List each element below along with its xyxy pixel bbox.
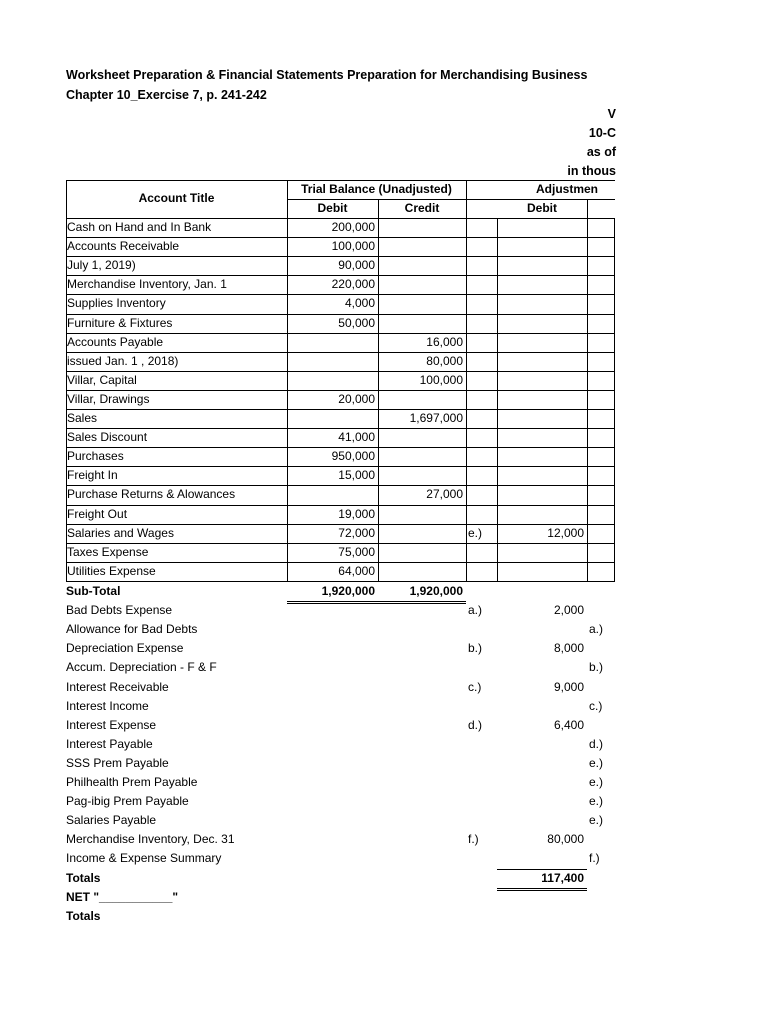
adj-credit-ref <box>589 678 613 697</box>
tb-credit-value <box>378 505 463 524</box>
account-name: Taxes Expense <box>67 544 149 559</box>
adj-ref <box>468 505 497 524</box>
tb-debit-value: 4,000 <box>344 296 375 311</box>
account-name: Interest Income <box>66 698 149 713</box>
adj-debit-value <box>497 543 584 562</box>
adj-ref <box>468 390 497 409</box>
adj-debit-value <box>497 754 584 773</box>
tb-credit-value <box>378 562 463 581</box>
account-name: Accounts Payable <box>67 334 164 349</box>
adj-ref <box>468 735 497 754</box>
tb-credit-value <box>378 294 463 313</box>
date-label-fragment: as of <box>586 145 616 159</box>
adj-ref <box>468 849 497 868</box>
tb-credit-value: 27,000 <box>426 487 463 502</box>
tb-credit-value <box>378 275 463 294</box>
adj-ref: b.) <box>468 641 483 656</box>
account-name: SSS Prem Payable <box>66 755 169 770</box>
adj-ref <box>468 371 497 390</box>
adjustments-header: Adjustmen <box>536 182 599 196</box>
adj-debit-value <box>497 294 584 313</box>
adj-credit-ref <box>589 409 613 428</box>
account-name: Merchandise Inventory, Jan. 1 <box>67 277 227 292</box>
tb-debit-value <box>287 485 375 504</box>
adj-debit-value: 2,000 <box>553 603 584 618</box>
adj-debit-value <box>497 485 584 504</box>
account-name: Allowance for Bad Debts <box>66 622 198 637</box>
grid-col-line <box>614 218 615 581</box>
account-name: Cash on Hand and In Bank <box>67 220 212 234</box>
tb-debit-value: 41,000 <box>338 430 375 445</box>
adj-credit-ref <box>589 256 613 275</box>
adj-credit-ref: f.) <box>589 851 600 866</box>
adj-ref <box>468 275 497 294</box>
adj-ref <box>468 485 497 504</box>
tb-debit-value: 100,000 <box>331 239 375 254</box>
subtotal-debit: 1,920,000 <box>321 583 375 598</box>
adj-ref <box>468 237 497 256</box>
adj-ref <box>468 562 497 581</box>
adj-debit-value <box>497 275 584 294</box>
account-name: Merchandise Inventory, Dec. 31 <box>66 832 235 847</box>
adj-credit-ref <box>589 505 613 524</box>
adj-credit-ref <box>589 275 613 294</box>
tb-credit-value <box>378 237 463 256</box>
tb-credit-value: 80,000 <box>426 353 463 368</box>
account-name: Freight In <box>67 468 118 483</box>
adj-debit-value <box>497 466 584 485</box>
subtotal-underline <box>287 601 466 602</box>
account-name: Freight Out <box>67 506 128 521</box>
tb-debit-value: 19,000 <box>338 506 375 521</box>
account-name: Bad Debts Expense <box>66 603 173 618</box>
adj-debit-value <box>497 447 584 466</box>
adj-debit-value <box>497 371 584 390</box>
adj-credit-ref <box>589 314 613 333</box>
adj-ref <box>468 754 497 773</box>
totals-adj-debit: 117,400 <box>541 870 584 885</box>
tb-credit-value <box>378 314 463 333</box>
account-name: Sales <box>67 411 98 425</box>
adj-credit-ref <box>589 390 613 409</box>
adj-ref <box>468 792 497 811</box>
adj-debit-value <box>497 428 584 447</box>
adj-credit-ref <box>589 562 613 581</box>
adj-ref: f.) <box>468 832 479 847</box>
adj-ref: a.) <box>468 603 483 618</box>
worksheet-label-fragment: 10-C <box>588 126 616 140</box>
document-subtitle: Chapter 10_Exercise 7, p. 241-242 <box>66 88 267 102</box>
adj-ref: e.) <box>468 525 483 540</box>
tb-credit-value <box>378 428 463 447</box>
adj-credit-ref <box>589 294 613 313</box>
tb-debit-value <box>287 371 375 390</box>
tb-debit-value: 50,000 <box>338 315 375 330</box>
adj-credit-ref <box>589 428 613 447</box>
adj-ref <box>468 620 497 639</box>
unit-label-fragment: in thous <box>567 164 616 178</box>
adj-ref <box>468 218 497 237</box>
tb-credit-value <box>378 543 463 562</box>
adj-credit-ref: e.) <box>589 775 604 789</box>
tb-debit-value: 200,000 <box>331 220 375 234</box>
adj-debit-value <box>497 697 584 716</box>
tb-credit-value <box>378 524 463 543</box>
adj-credit-ref <box>589 543 613 562</box>
tb-credit-value: 100,000 <box>419 372 463 387</box>
adj-credit-ref <box>589 371 613 390</box>
account-name: Philhealth Prem Payable <box>66 775 198 789</box>
adj-debit-value <box>497 562 584 581</box>
adj-credit-ref <box>589 639 613 658</box>
tb-credit-header: Credit <box>404 201 440 215</box>
adj-credit-ref <box>589 447 613 466</box>
subtotal-label: Sub-Total <box>66 583 121 598</box>
adj-debit-header: Debit <box>527 201 557 215</box>
adj-debit-value <box>497 811 584 830</box>
trial-balance-header: Trial Balance (Unadjusted) <box>301 182 452 196</box>
adj-ref <box>468 811 497 830</box>
adj-credit-ref <box>589 524 613 543</box>
tb-credit-value <box>378 256 463 275</box>
account-name: Income & Expense Summary <box>66 851 222 866</box>
tb-debit-header: Debit <box>317 201 348 215</box>
adj-credit-ref: b.) <box>589 660 604 675</box>
tb-debit-value: 75,000 <box>338 544 375 559</box>
adj-credit-ref <box>589 601 613 620</box>
adj-ref <box>468 256 497 275</box>
tb-debit-value <box>287 409 375 428</box>
net-label: NET "___________" <box>66 889 179 904</box>
tb-debit-value: 72,000 <box>338 525 375 540</box>
tb-debit-value <box>287 333 375 352</box>
adj-debit-value <box>497 218 584 237</box>
adj-credit-ref <box>589 237 613 256</box>
account-name: Accum. Depreciation - F & F <box>66 660 217 675</box>
tb-credit-value <box>378 390 463 409</box>
tb-debit-value: 220,000 <box>331 277 375 292</box>
account-name: Pag-ibig Prem Payable <box>66 794 189 809</box>
adj-debit-value <box>497 333 584 352</box>
adj-debit-value <box>497 409 584 428</box>
account-name: July 1, 2019) <box>67 258 136 273</box>
adj-credit-ref <box>589 830 613 849</box>
tb-debit-value: 64,000 <box>338 563 375 578</box>
account-name: Interest Receivable <box>66 679 169 694</box>
adj-ref <box>468 333 497 352</box>
subtotal-double-underline <box>287 603 466 604</box>
adj-debit-value <box>497 849 584 868</box>
adj-ref <box>468 658 497 677</box>
adj-ref: c.) <box>468 679 482 694</box>
adj-ref <box>468 409 497 428</box>
adj-credit-ref <box>589 485 613 504</box>
adj-debit-value <box>497 505 584 524</box>
account-name: Depreciation Expense <box>66 641 184 656</box>
account-name: Salaries Payable <box>66 813 157 828</box>
adj-debit-value: 9,000 <box>553 679 584 694</box>
totals-underline <box>497 888 587 889</box>
tb-credit-value: 16,000 <box>426 334 463 349</box>
adj-credit-ref <box>589 466 613 485</box>
adj-debit-value: 8,000 <box>553 641 584 656</box>
tb-debit-value: 20,000 <box>338 391 375 406</box>
company-name-fragment: V <box>607 107 616 121</box>
adj-credit-ref: a.) <box>589 622 604 637</box>
subtotal-credit: 1,920,000 <box>409 583 463 598</box>
adj-credit-ref <box>589 716 613 735</box>
adj-ref <box>468 294 497 313</box>
totals-label: Totals <box>66 870 101 885</box>
tb-debit-value: 950,000 <box>331 449 375 464</box>
account-name: Purchase Returns & Alowances <box>67 487 236 502</box>
final-totals-label: Totals <box>66 908 101 923</box>
account-title-header: Account Title <box>138 191 215 205</box>
account-name: Purchases <box>67 449 124 464</box>
account-name: Interest Expense <box>66 717 157 732</box>
tb-debit-value <box>287 352 375 371</box>
grid-col-line <box>466 180 467 581</box>
tb-credit-value: 1,697,000 <box>409 411 463 425</box>
account-name: Utilities Expense <box>67 563 156 578</box>
tb-credit-value <box>378 447 463 466</box>
tb-credit-value <box>378 218 463 237</box>
adj-debit-value <box>497 352 584 371</box>
adj-ref: d.) <box>468 717 483 732</box>
account-name: Villar, Capital <box>67 372 137 387</box>
adj-credit-ref: d.) <box>589 736 604 751</box>
account-name: Furniture & Fixtures <box>67 315 173 330</box>
adj-debit-value <box>497 237 584 256</box>
adj-credit-ref: c.) <box>589 698 603 713</box>
adj-debit-value <box>497 390 584 409</box>
adj-debit-value <box>497 620 584 639</box>
adj-debit-value <box>497 256 584 275</box>
tb-credit-value <box>378 466 463 485</box>
adj-credit-ref <box>589 333 613 352</box>
adj-credit-ref: e.) <box>589 794 604 809</box>
adj-credit-ref: e.) <box>589 755 604 770</box>
adj-debit-value <box>497 773 584 792</box>
account-name: Interest Payable <box>66 736 153 751</box>
adj-credit-ref <box>589 218 613 237</box>
adj-ref <box>468 447 497 466</box>
account-name: Sales Discount <box>67 430 148 445</box>
account-name: Villar, Drawings <box>67 391 150 406</box>
adj-debit-value: 12,000 <box>547 525 584 540</box>
account-name: Supplies Inventory <box>67 296 166 311</box>
totals-double-underline <box>497 890 587 891</box>
tb-debit-value: 90,000 <box>338 258 375 273</box>
adj-debit-value: 80,000 <box>547 832 584 847</box>
account-name: Accounts Receivable <box>67 239 180 254</box>
adj-ref <box>468 543 497 562</box>
adj-ref <box>468 352 497 371</box>
tb-debit-value: 15,000 <box>338 468 375 483</box>
adj-ref <box>468 773 497 792</box>
account-name: Salaries and Wages <box>67 525 174 540</box>
adj-debit-value: 6,400 <box>553 717 584 732</box>
adj-debit-value <box>497 792 584 811</box>
adj-credit-ref: e.) <box>589 813 604 828</box>
adj-ref <box>468 466 497 485</box>
document-title: Worksheet Preparation & Financial Statements Preparation for Merchandising Business <box>66 68 588 82</box>
adj-ref <box>468 314 497 333</box>
adj-debit-value <box>497 735 584 754</box>
adj-debit-value <box>497 658 584 677</box>
account-name: issued Jan. 1 , 2018) <box>67 353 179 368</box>
adj-ref <box>468 697 497 716</box>
adj-debit-value <box>497 314 584 333</box>
adj-credit-ref <box>589 352 613 371</box>
adj-ref <box>468 428 497 447</box>
